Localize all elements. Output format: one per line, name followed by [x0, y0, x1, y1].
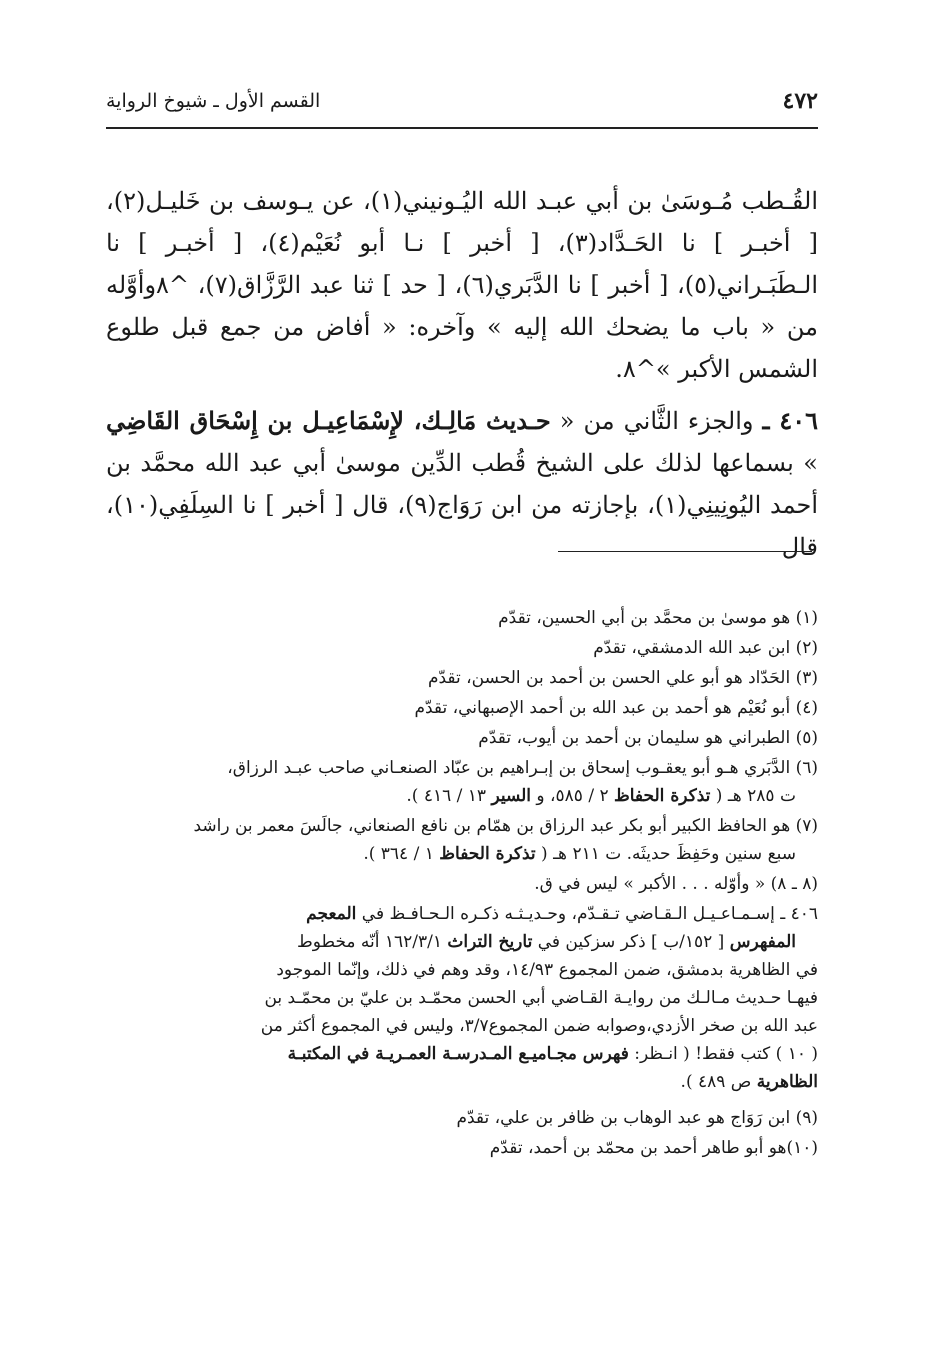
footnote-6-line1: (٦) الدَّبَري هـو أبو يعقـوب إسحاق بن إبـراهيم بن عبّاد الصنعـاني صاحب عبـد الرزاق، [227, 758, 818, 778]
footnote-406-line2 [297, 932, 818, 952]
footnote-406-text-2: [ ١٥٢/ب ] ذكر سزكين في [532, 932, 730, 952]
footnote-10: (١٠)هو أبو طاهر أحمد بن محمّد بن أحمد، تقدّم [489, 1138, 818, 1158]
footnote-6-text: ت ٢٨٥ هـ ( [710, 786, 796, 806]
footnote-7-text: سبع سنين وحَفِظَ حديثَه. ت ٢١١ هـ ( [535, 844, 796, 864]
footnote-5: (٥) الطبراني هو سليمان بن أحمد بن أيوب، تقدّم [478, 728, 818, 748]
footnote-406-line5: عبد الله بن صخر الأزدي،وصوابه ضمن المجموع٣/٧، وليس في المجموع أكثر من [260, 1016, 818, 1036]
footnote-406 [114, 900, 818, 1096]
footnote-6-text-3: ١٣ / ٤١٦ ). [406, 786, 492, 806]
entry-406 [106, 400, 818, 568]
footnote-406-line4: فيهـا حـديث مـالـك من روايـة القـاضي أبي الحسن محمّـد بن عليّ بن محمّـد بن [264, 988, 818, 1008]
footnote-406-source-1: المعجم [306, 904, 357, 924]
footnote-2: (٢) ابن عبد الله الدمشقي، تقدّم [593, 638, 818, 658]
entry-title: حـديث مَالِـك، لإِسْمَاعِيـل بن إِسْحَاق القَاضِي [106, 406, 551, 435]
footnote-3: (٣) الحَدّاد هو أبو علي الحسن بن أحمد بن الحسن، تقدّم [427, 668, 818, 688]
footnote-6-text-2: ٢ / ٥٨٥، و [531, 786, 615, 806]
footnote-406-source-2: تاريخ التراث [447, 932, 533, 952]
footnote-406-text: ٤٠٦ ـ إسـمـاعـيـل الـقـاضي تـقـدّم، وحـديـثـه ذكـره الـحـافـظ في [356, 904, 818, 924]
footnote-6-source-2: السير [491, 786, 532, 806]
footnote-406-line3: في الظاهرية بدمشق، ضمن المجموع ١٤/٩٣، وقد وهم في ذلك، وإنّما الموجود [276, 960, 818, 980]
page-header [106, 84, 818, 124]
footnote-6-line2 [406, 786, 818, 806]
footnote-406-source-3: فهرس مجـاميـع المـدرسـة العمـريـة في المكتبـة [287, 1044, 629, 1064]
footnote-8: (٨ ـ ٨) « وأوّله . . . الأكبر » ليس في ق. [534, 874, 818, 894]
entry-intro: والجزء الثَّاني من « [559, 407, 754, 435]
footnote-4: (٤) أبو نُعَيْم هو أحمد بن عبد الله بن أحمد الإصبهاني، تقدّم [414, 698, 818, 718]
footnote-7-source: تذكرة الحفاظ [439, 844, 536, 864]
footnote-7 [114, 812, 818, 868]
footnote-7-text-2: ١ / ٣٦٤ ). [363, 844, 440, 864]
footnote-7-line2 [363, 844, 818, 864]
paragraph-continuation: القُـطب مُـوسَىٰ بن أبي عبـد الله اليُـونيني(١)، عن يـوسف بن خَليـل(٢)، [ أخبـر ] نا الحَـدَّاد(٣)، [ أخبر ] نـا أبو نُعَيْم(٤)، [ أخبـر ] نا الـطَبَـراني(٥)، [ أخبر ] نا الدَّبَري(٦)، [ حد ] ثنا عبد الرَّزَّاق(٧)، ^٨وأوَّله من « باب ما يضحك الله إليه » وآخره: « أفاض من جمع قبل طلوع الشمس الأكبر »^٨. [106, 187, 819, 383]
footnote-divider [558, 551, 812, 552]
footnotes [114, 604, 818, 1164]
footnote-406-source-1b: المفهرس [729, 932, 796, 952]
page-number: ٤٧٢ [782, 88, 818, 114]
footnote-7-line1: (٧) هو الحافظ الكبير أبو بكر عبد الرزاق بن همّام بن نافع الصنعاني، جالَسَ معمر بن راشد [193, 816, 818, 836]
footnote-406-text-4: ( ١٠ ) كتب فقط! ( انـظر: [628, 1044, 818, 1064]
footnote-406-line6 [288, 1044, 818, 1064]
footnote-6-source-1: تذكرة الحفاظ [614, 786, 711, 806]
footnote-9: (٩) ابن رَوَاج هو عبد الوهاب بن ظافر بن علي، تقدّم [456, 1108, 818, 1128]
entry-rest: » بسماعها لذلك على الشيخ قُطب الدِّين موسىٰ أبي عبد الله محمَّد بن أحمد اليُونِينِي(١)، بإجازته من ابن رَوَاج(٩)، قال [ أخبر ] نا السِلَفِي(١٠)، قال [106, 449, 818, 561]
footnote-406-line7 [681, 1072, 818, 1092]
header-divider [106, 127, 818, 129]
running-title: القسم الأول ـ شيوخ الرواية [106, 90, 321, 112]
entry-number: ٤٠٦ ـ [762, 406, 818, 435]
footnote-406-line1 [306, 904, 818, 924]
footnote-406-text-5: ص ٤٨٩ ). [680, 1072, 757, 1092]
main-text [106, 180, 818, 568]
footnote-6 [114, 754, 818, 810]
footnote-406-text-3: ١٦٢/٣/١ أنّه مخطوط [297, 932, 448, 952]
footnote-406-source-3b: الظاهرية [756, 1072, 818, 1092]
footnote-1: (١) هو موسىٰ بن محمَّد بن أبي الحسين، تقدّم [498, 608, 818, 628]
